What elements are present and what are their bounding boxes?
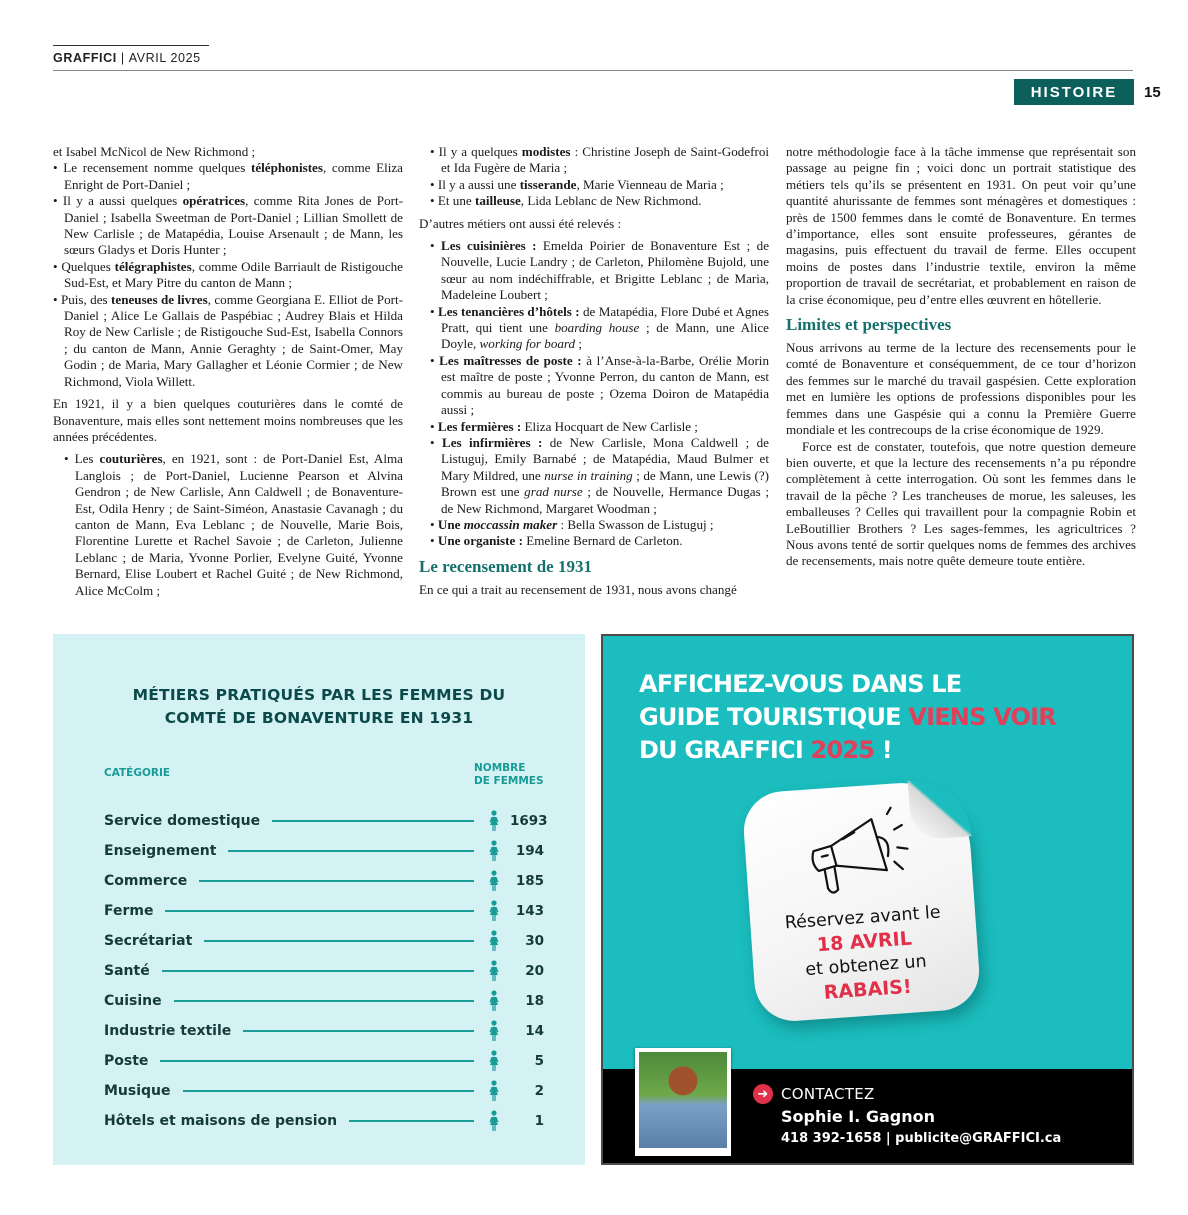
- bullet-item: [419, 177, 769, 193]
- occupation-term: téléphonistes: [250, 160, 323, 176]
- english-term: grad nurse: [524, 484, 583, 500]
- occupation-count: 18: [525, 993, 544, 1009]
- leader-line: [183, 1090, 474, 1092]
- occupation-row: [104, 866, 544, 896]
- text-run: , comme Eliza Enright de Port-Daniel ;: [64, 160, 403, 192]
- text-run: de New Carlisle, Mona Caldwell ; de Listuguj, Emily Barnabé ; de Matapédia, Maud Bulmer et Mary Mildred, une: [441, 434, 769, 483]
- contact-photo: [635, 1048, 731, 1156]
- bullet-item: [419, 193, 769, 209]
- paragraph: En ce qui a trait au recensement de 1931, nous avons changé: [419, 581, 737, 597]
- occupation-term: opératrices: [182, 193, 246, 209]
- text-run: Il y a aussi une: [437, 176, 520, 192]
- occupation-label: Service domestique: [104, 813, 261, 829]
- paragraph: [53, 144, 403, 160]
- bullet-item: [419, 304, 769, 353]
- leader-line: [199, 880, 474, 882]
- top-rule: [53, 45, 209, 46]
- woman-figure-icon: [488, 1050, 500, 1072]
- english-term: nurse in training: [544, 467, 633, 483]
- leader-line: [243, 1030, 474, 1032]
- leader-line: [204, 940, 474, 942]
- count-header: [474, 762, 544, 788]
- text-run: Quelques: [61, 258, 115, 274]
- category-header: CATÉGORIE: [104, 767, 171, 779]
- subheading-limites: Limites et perspectives: [786, 315, 952, 335]
- leader-line: [228, 850, 474, 852]
- bullet-marker: •: [53, 258, 62, 274]
- bullet-marker: •: [430, 516, 438, 532]
- bullet-marker: •: [430, 303, 438, 319]
- contact-details[interactable]: 418 392-1658 | publicite@GRAFFICI.ca: [781, 1131, 1062, 1146]
- text-run: ; de Nouvelle, Hermance Dugas ; de New Richmond, Margaret Woodman ;: [441, 484, 770, 516]
- bullet-item: [419, 419, 769, 435]
- text-run: ;: [575, 336, 583, 352]
- paragraph: Nous arrivons au terme de la lecture des recensements pour le comté de Bonaventure et conséquemment, de ce tour d’horizon des femmes sur le marché du travail gaspésien. Cette exploration met en lumière les options de professions disponibles pour les femmes dans une Gaspésie qui a connu la Première Guerre mondiale et les contrecoups de la crise économique de 1929.: [786, 340, 1136, 438]
- text-run: , comme Rita Jones de Port-Daniel ; Isabella Sweetman de Port-Daniel ; Lillian Smollett de New Carlisle ; de Matapédia, Louise Arsenault ; de Mann, les sœurs Gladys et Doris Hunter ;: [64, 193, 403, 258]
- issue-date: AVRIL 2025: [128, 51, 201, 65]
- occupation-row: [104, 926, 544, 956]
- occupation-row: [104, 896, 544, 926]
- count-header-line: DE FEMMES: [474, 775, 544, 787]
- text-run: En 1921, il y a bien quelques couturières dans le comté de Bonaventure, mais elles sont nettement moins nombreuses que les années précédentes.: [53, 396, 403, 444]
- paragraph: notre méthodologie face à la tâche immense que représentait son passage au peigne fin ; voici donc un portrait statistique des métiers tels qu’ils se présentent en 1931. On peut voir qu’une quantité ahurissante de femmes sont ménagères et domestiques : près de 1500 femmes dans le comté de Bonaventure. En termes d’importance, elles sont ensuite professeures, gérantes de magasins, puis effectuent du travail de ferme. Elles occupent moins de postes dans l’industrie textile, environ la même proportion de travail de secrétariat, et probablement en raison de la crise économique, peu d’entre elles œuvrent en hôtellerie.: [786, 144, 1136, 307]
- english-term: boarding house: [554, 320, 640, 336]
- infographic-panel: [53, 634, 585, 1165]
- bullet-marker: •: [64, 451, 75, 467]
- occupation-count: 14: [525, 1023, 544, 1039]
- occupation-term: couturières: [99, 451, 163, 467]
- bullet-item: [53, 259, 403, 292]
- text-run: ; de Mann, une Lewis (?) Brown est une: [441, 467, 769, 500]
- headline-text: GUIDE TOURISTIQUE: [639, 703, 909, 731]
- occupation-term: télégraphistes: [114, 258, 192, 274]
- woman-figure-icon: [488, 1080, 500, 1102]
- occupation-row: [104, 1046, 544, 1076]
- occupation-label: Commerce: [104, 873, 188, 889]
- text-run: : Christine Joseph de Saint-Godefroi et Ida Fugère de Maria ;: [441, 144, 770, 176]
- leader-line: [272, 820, 474, 822]
- occupation-term: Les maîtresses de poste :: [439, 352, 582, 368]
- text-run: Emeline Bernard de Carleton.: [522, 533, 683, 549]
- article-column-3: [786, 144, 1136, 570]
- occupation-label: Santé: [104, 963, 150, 979]
- bullet-marker: •: [430, 144, 439, 159]
- arrow-right-icon: ➜: [753, 1084, 773, 1104]
- headline-text: DU GRAFFICI: [639, 736, 811, 764]
- occupation-label: Musique: [104, 1083, 171, 1099]
- page-curl: [908, 776, 972, 840]
- bullet-marker: •: [430, 176, 438, 192]
- headline-text: !: [874, 736, 892, 764]
- bullet-marker: •: [430, 533, 438, 549]
- subheading-recensement: Le recensement de 1931: [419, 556, 592, 576]
- bullet-marker: •: [53, 160, 64, 176]
- bullet-marker: •: [53, 291, 61, 307]
- bullet-marker: •: [430, 434, 442, 450]
- occupation-term: Une organiste :: [437, 533, 523, 549]
- text-run: Emelda Poirier de Bonaventure Est ; de Nouvelle, Lucie Landry ; de Carleton, Philomène Bujold, une sœur au nom indéchiffrable, et Brigitte Leblanc ; de Maria, Madeleine Loubert ;: [441, 238, 770, 303]
- occupation-label: Cuisine: [104, 993, 162, 1009]
- bullet-marker: •: [430, 238, 441, 254]
- bullet-item: [53, 451, 403, 599]
- title-line: COMTÉ DE BONAVENTURE EN 1931: [164, 709, 474, 727]
- occupation-count: 185: [515, 873, 544, 889]
- text-run: Il y a aussi quelques: [62, 193, 183, 209]
- brand-name: GRAFFICI: [53, 51, 117, 65]
- woman-figure-icon: [488, 1110, 500, 1132]
- text-run: Le recensement nomme quelques: [63, 160, 251, 176]
- text-run: , comme Odile Barriault de Ristigouche Sud-Est, et Mary Pitre du canton de Mann ;: [64, 258, 403, 291]
- occupation-term: Les cuisinières :: [441, 238, 537, 254]
- portrait-image: [639, 1052, 727, 1148]
- occupation-count: 194: [515, 843, 544, 859]
- bullet-marker: •: [430, 352, 440, 368]
- occupation-count: 30: [525, 933, 544, 949]
- text-run: ; de Mann, une Alice Doyle,: [441, 320, 769, 352]
- occupation-row: [104, 836, 544, 866]
- advertisement[interactable]: [601, 634, 1134, 1165]
- woman-figure-icon: [488, 990, 500, 1012]
- occupation-term: Les fermières :: [437, 418, 522, 434]
- sticker-line: Réservez avant le: [784, 902, 942, 934]
- contact-label: CONTACTEZ: [781, 1085, 875, 1103]
- discount-label: RABAIS!: [823, 975, 913, 1004]
- woman-figure-icon: [488, 870, 500, 892]
- masthead: [53, 51, 201, 65]
- bullet-item: [419, 353, 769, 419]
- occupation-term: [464, 517, 557, 532]
- bullet-marker: •: [430, 193, 438, 209]
- bullet-item: [419, 517, 769, 533]
- masthead-separator: |: [120, 51, 125, 65]
- english-term: moccassin maker: [463, 516, 558, 532]
- bullet-marker: •: [430, 418, 438, 434]
- headline-highlight: VIENS VOIR: [908, 703, 1056, 731]
- woman-figure-icon: [488, 900, 500, 922]
- text-run: Puis, des: [60, 291, 112, 307]
- bullet-item: [419, 238, 769, 304]
- promo-sticker: [741, 778, 981, 1023]
- text-run: , en 1921, sont : de Port-Daniel Est, Alma Langlois ; de Port-Daniel, Lucienne Pearson et Alvina Gendron ; de New Carlisle, Ann Caldwell ; de Bonaventure-Est, Odila Henry ; de Saint-Siméon, Anastasie Cavanagh ; du canton de Mann, Eva Leblanc ; de Nouvelle, Marie Bois, Florentine Lurette et Rachel Savoie ; de Carleton, Julienne Leblanc ; de Maria, Yvonne Porlier, Evelyne Guité, Yvonne Bernard, Elise Loubert et Rachel Guité ; de New Richmond, Alice McColm ;: [75, 451, 403, 598]
- occupation-count: 5: [534, 1053, 544, 1069]
- woman-figure-icon: [488, 810, 500, 832]
- occupation-count: 1: [534, 1113, 544, 1129]
- text-run: Les: [74, 451, 100, 467]
- bullet-item: [419, 533, 769, 549]
- bullet-item: [53, 160, 403, 193]
- title-line: MÉTIERS PRATIQUÉS PAR LES FEMMES DU: [132, 686, 506, 704]
- text-run: , comme Georgiana E. Elliot de Port-Daniel ; Alice Le Gallais de Paspébiac ; Audrey Blais et Hilda Roy de New Carlisle ; de Ristigouche Sud-Est, Isabella Connors ; du canton de Mann, Annie Geraghty ; de Saint-Omer, May Godin ; de Maria, Mary Gallagher et Léonie Cormier ; de New Richmond, Viola Willett.: [64, 291, 403, 389]
- section-tag: HISTOIRE: [1014, 79, 1134, 105]
- text-run: Et une: [437, 193, 475, 209]
- ad-headline: [639, 668, 1056, 767]
- occupation-term: tailleuse: [474, 193, 521, 209]
- occupation-label: Enseignement: [104, 843, 217, 859]
- woman-figure-icon: [488, 840, 500, 862]
- headline-line: [639, 701, 1056, 734]
- text-run: : Bella Swasson de Listuguj ;: [557, 516, 714, 532]
- woman-figure-icon: [488, 960, 500, 982]
- text-run: Il y a quelques: [438, 144, 522, 159]
- count-header-line: NOMBRE: [474, 762, 526, 774]
- occupation-row: [104, 1076, 544, 1106]
- occupation-label: Hôtels et maisons de pension: [104, 1113, 338, 1129]
- english-term: working for board: [479, 336, 576, 352]
- contact-block: [753, 1084, 1061, 1146]
- contact-name: Sophie I. Gagnon: [781, 1107, 936, 1126]
- bullet-item: [419, 435, 769, 517]
- occupation-label: Secrétariat: [104, 933, 193, 949]
- text-run: et Isabel McNicol de New Richmond ;: [53, 144, 256, 159]
- occupation-term: tisserande: [519, 176, 577, 192]
- headline-line: [639, 734, 1056, 767]
- header-rule: [53, 70, 1133, 71]
- deadline-date: 18 AVRIL: [816, 927, 913, 957]
- occupation-term: Les tenancières d’hôtels :: [437, 303, 580, 319]
- text-run: de Matapédia, Flore Dubé et Agnes Pratt, qui tient une: [441, 303, 770, 336]
- occupation-count: 2: [534, 1083, 544, 1099]
- occupation-term: teneuses de livres: [111, 291, 208, 307]
- leader-line: [160, 1060, 474, 1062]
- text-run: , Lida Leblanc de New Richmond.: [520, 193, 702, 209]
- bullet-item: [53, 292, 403, 390]
- occupation-row: [104, 806, 548, 836]
- sticker-line: et obtenez un: [804, 951, 928, 981]
- occupation-row: [104, 956, 544, 986]
- occupation-count: 20: [525, 963, 544, 979]
- occupation-term: Les infirmières :: [441, 434, 543, 450]
- paragraph: Force est de constater, toutefois, que notre question demeure bien ouverte, et que la lecture des recensements n’a pu répondre complètement à cette interrogation. Où sont les femmes dans le travail de la pêche ? Les trancheuses de morue, les saleuses, les emballeuses ? Celles qui travaillent pour la compagnie Robin et LeBoutillier Brothers ? Les sages-femmes, les agricultrices ? Nous avons tenté de sortir quelques noms de femmes des archives de recensements, mais notre quête demeure toute entière.: [786, 438, 1136, 569]
- leader-line: [162, 970, 474, 972]
- occupation-count: 1693: [510, 813, 548, 829]
- bullet-item: [419, 144, 769, 177]
- leader-line: [174, 1000, 474, 1002]
- leader-line: [165, 910, 474, 912]
- occupation-label: Ferme: [104, 903, 154, 919]
- text-run: , Marie Vienneau de Maria ;: [576, 176, 724, 192]
- occupation-term: Une: [437, 516, 464, 532]
- woman-figure-icon: [488, 1020, 500, 1042]
- occupation-count: 143: [515, 903, 544, 919]
- leader-line: [349, 1120, 474, 1122]
- sticker-text: [750, 898, 981, 1009]
- occupation-term: modistes: [521, 144, 571, 159]
- occupation-list: [104, 806, 548, 1136]
- article-column-1: [53, 144, 403, 599]
- megaphone-icon: [801, 804, 917, 906]
- occupation-row: [104, 1016, 544, 1046]
- woman-figure-icon: [488, 930, 500, 952]
- paragraph: D’autres métiers ont aussi été relevés :: [419, 215, 622, 231]
- headline-line: AFFICHEZ-VOUS DANS LE: [639, 670, 962, 698]
- occupation-label: Poste: [104, 1053, 149, 1069]
- headline-highlight: 2025: [810, 736, 875, 764]
- bullet-marker: •: [53, 193, 63, 209]
- occupation-row: [104, 1106, 544, 1136]
- occupation-label: Industrie textile: [104, 1023, 232, 1039]
- page-number: 15: [1144, 84, 1161, 101]
- paragraph: [53, 396, 403, 445]
- infographic-title: [53, 684, 585, 730]
- bullet-item: [53, 193, 403, 259]
- occupation-row: [104, 986, 544, 1016]
- article-column-2: [419, 144, 769, 598]
- text-run: Eliza Hocquart de New Carlisle ;: [521, 418, 698, 434]
- text-run: à l’Anse-à-la-Barbe, Orélie Morin est maître de poste ; Yvonne Perron, du canton de Mann, est commis au bureau de poste ; Ozema Doiron de Matapédia aussi ;: [441, 352, 769, 418]
